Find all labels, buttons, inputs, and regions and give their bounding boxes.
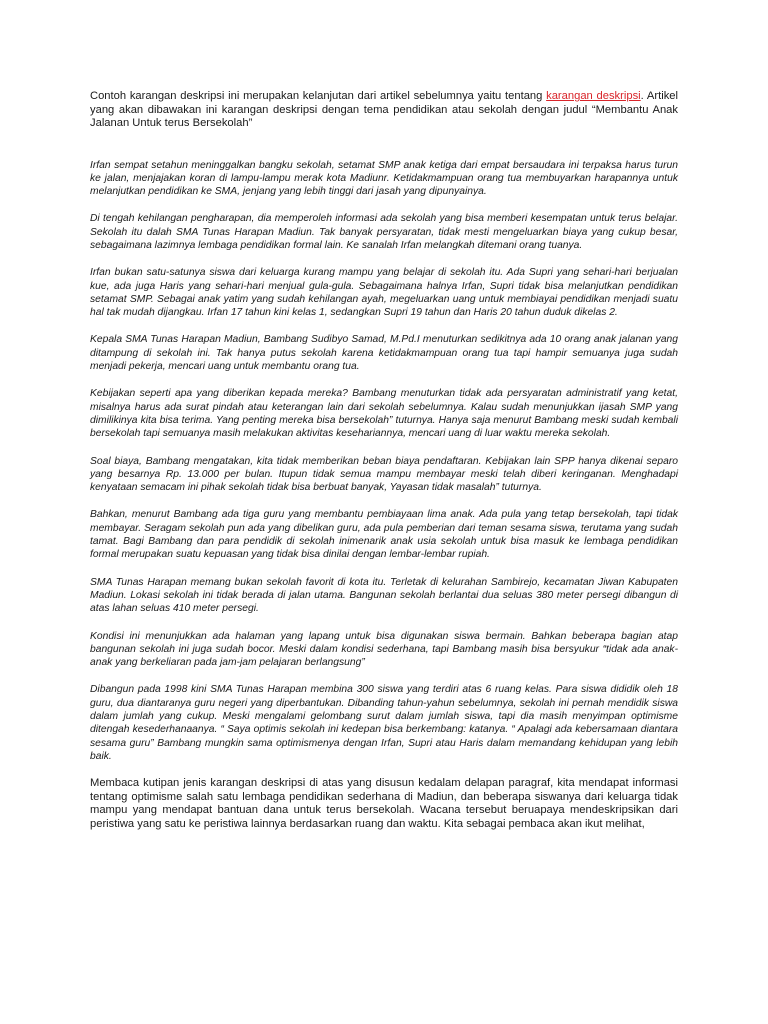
story-paragraph-7: Bahkan, menurut Bambang ada tiga guru yang membantu pembiayaan lima anak. Ada pula yang tetap bersekolah, tapi tidak membayar. Seragam sekolah pun ada yang dibelikan guru, ada pula pemberian dari teman sesama siswa, terutama yang sudah tamat. Bagi Bambang dan para pendidik di sekolah inimenarik anak usia sekolah untuk bisa masuk ke lembaga pendidikan formal merupakan suatu kepuasan yang tidak bisa dinilai dengan lembar-lembar rupiah. xyxy=(90,509,678,561)
story-paragraph-1: Irfan sempat setahun meninggalkan bangku sekolah, setamat SMP anak ketiga dari empat bersaudara ini terpaksa harus turun ke jalan, menjajakan koran di lampu-lampu merak kota Madiunr. Ketidakmampuan orang tua membuyarkan harapannya untuk melanjutkan pendidikan ke SMA, jenjang yang lebih tinggi dari jasah yang dipunyainya. xyxy=(90,159,678,198)
intro-text: Contoh karangan deskripsi ini merupakan kelanjutan dari artikel sebelumnya yaitu tentang xyxy=(90,90,547,102)
story-paragraph-10: Dibangun pada 1998 kini SMA Tunas Harapan membina 300 siswa yang terdiri atas 6 ruang kelas. Para siswa dididik oleh 18 guru, dua diantaranya guru negeri yang diperbantukan. Dibanding tahun-yahun sebelumnya, sekolah ini pernah mendidik siswa dalam jumlah yang cukup. Meski mengalami gelombang surut dalam jumlah siswa, tapi dia masih menyimpan optimisme ditengah kesederhanaanya. “ Saya optimis sekolah ini kedepan bisa berkembang: katanya. “ Apalagi ada kebersamaan diantara sesama guru” Bambang mungkin sama optimismenya dengan Irfan, Supri atau Haris dalam memandang kehidupan yang lebih baik. xyxy=(90,684,678,762)
story-paragraph-5: Kebijakan seperti apa yang diberikan kepada mereka? Bambang menuturkan tidak ada persyaratan administratif yang ketat, misalnya harus ada surat pindah atau keterangan lain dari sekolah sebelumnya. Kalau sudah menunjukkan ijasah SMP yang dimilikinya kita bisa terima. Yang penting mereka bisa bersekolah” tuturnya. Hanya saja menurut Bambang meski sudah kembali bersekolah tapi semuanya masih melakukan aktivitas kesehariannya, mencari uang di luar waktu mereka sekolah. xyxy=(90,388,678,440)
story-paragraph-8: SMA Tunas Harapan memang bukan sekolah favorit di kota itu. Terletak di kelurahan Sambirejo, kecamatan Jiwan Kabupaten Madiun. Lokasi sekolah ini tidak berada di jalan utama. Bangunan sekolah berlantai dua seluas 380 meter persegi dibangun di atas lahan seluas 410 meter persegi. xyxy=(90,576,678,615)
story-paragraph-9: Kondisi ini menunjukkan ada halaman yang lapang untuk bisa digunakan siswa bermain. Bahkan beberapa bagian atap bangunan sekolah ini juga sudah bocor. Meski dalam kondisi sederhana, tapi Bambang masih bisa bersyukur “tidak ada anak-anak yang berkeliaran pada jam-jam pelajaran berlangsung” xyxy=(90,630,678,669)
story-paragraph-6: Soal biaya, Bambang mengatakan, kita tidak memberikan beban biaya pendaftaran. Kebijakan lain SPP hanya dikenai separo yang besarnya Rp. 13.000 per bulan. Itupun tidak semua mampu membayar meski telah diberi keringanan. Menghadapi kenyataan semacam ini pihak sekolah tidak bisa berbuat banyak, Yayasan tidak masalah” tuturnya. xyxy=(90,455,678,494)
story-paragraph-3: Irfan bukan satu-satunya siswa dari keluarga kurang mampu yang belajar di sekolah itu. Ada Supri yang sehari-hari berjualan kue, ada juga Haris yang sehari-hari menjual gula-gula. Sebagaimana halnya Irfan, Supri tidak bisa melanjutkan pendidikan setamat SMP. Sebagai anak yatim yang sudah kehilangan ayah, megeluarkan uang untuk membiayai pendidikan menjadi suatu hal tak mudah dijangkau. Irfan 17 tahun kini kelas 1, sedangkan Supri 19 tahun dan Haris 20 tahun duduk dikelas 2. xyxy=(90,267,678,319)
story-paragraph-4: Kepala SMA Tunas Harapan Madiun, Bambang Sudibyo Samad, M.Pd.I menuturkan sedikitnya ada 10 orang anak jalanan yang ditampung di sekolah ini. Tak hanya putus sekolah karena ketidakmampuan orang tua tapi hampir semuanya juga sudah menjadi pekerja, mencari uang untuk membantu orang tua. xyxy=(90,334,678,373)
document-page xyxy=(90,90,678,831)
intro-paragraph xyxy=(90,90,678,131)
story-body xyxy=(90,159,678,764)
intro-text-continued: . Artikel yang akan dibawakan ini karangan deskripsi dengan tema pendidikan atau sekolah dengan judul “Membantu Anak Jalanan Untuk terus Bersekolah” xyxy=(90,90,678,129)
closing-paragraph: Membaca kutipan jenis karangan deskripsi di atas yang disusun kedalam delapan paragraf, kita mendapat informasi tentang optimisme salah satu lembaga pendidikan sederhana di Madiun, dan beberapa siswanya dari keluarga tidak mampu yang mendapat bantuan dana untuk terus bersekolah. Wacana tersebut beruapaya mendeskripsikan dari peristiwa yang satu ke peristiwa lainnya berdasarkan ruang dan waktu. Kita sebagai pembaca akan ikut melihat, xyxy=(90,777,678,830)
karangan-deskripsi-link[interactable]: karangan deskripsi xyxy=(546,90,641,102)
story-paragraph-2: Di tengah kehilangan pengharapan, dia memperoleh informasi ada sekolah yang bisa memberi kesempatan untuk terus belajar. Sekolah itu dalah SMA Tunas Harapan Madiun. Tak banyak persyaratan, tidak mesti mengeluarkan biaya yang cukup besar, sebagaimana lazimnya lembaga pendidikan formal lain. Ke sanalah Irfan melangkah ditemani orang tuanya. xyxy=(90,213,678,251)
